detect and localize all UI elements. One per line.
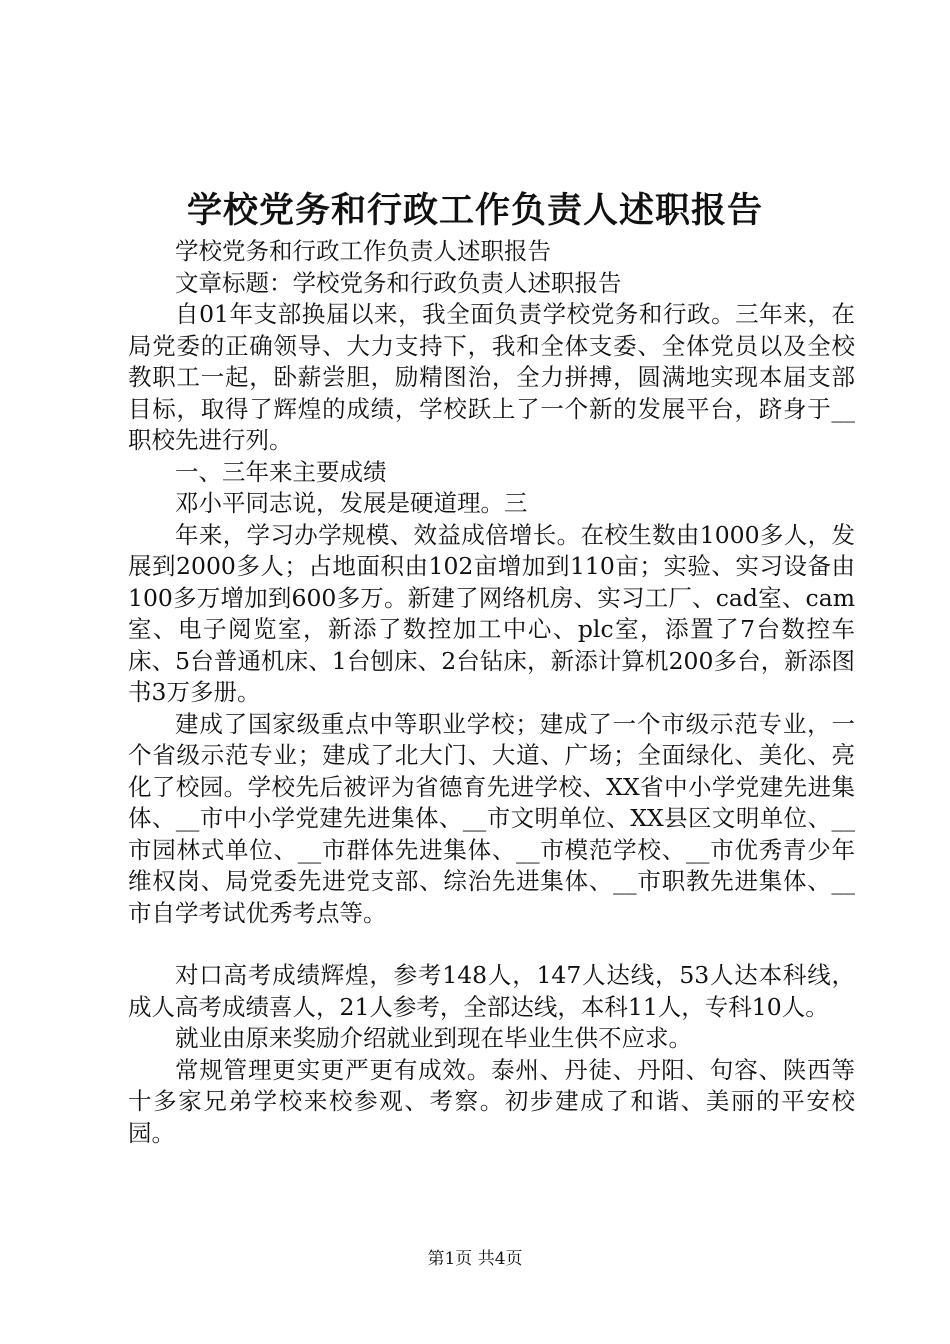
employment-paragraph: 就业由原来奖励介绍就业到现在毕业生供不应求。 (175, 1024, 692, 1052)
exam-results-paragraph: 对口高考成绩辉煌，参考148人，147人达线，53人达本科线，成人高考成绩喜人，21人参考，全部达线，本科11人，专科10人。 (128, 961, 855, 1021)
document-body (128, 236, 855, 1149)
document-title: 学校党务和行政工作负责人述职报告 (186, 190, 763, 231)
subtitle-paragraph: 学校党务和行政工作负责人述职报告 (175, 237, 551, 265)
article-title-paragraph: 文章标题：学校党务和行政负责人述职报告 (175, 268, 622, 297)
quote-paragraph: 邓小平同志说，发展是硬道理。三 (175, 489, 528, 517)
growth-paragraph: 年来，学习办学规模、效益成倍增长。在校生数由1000多人，发展到2000多人；占地面积由102亩增加到110亩；实验、实习设备由100多万增加到600多万。新建了网络机房、实习工厂、cad室、cam室、电子阅览室，新添了数控加工中心、plc室，添置了7台数控车床、5台普通机床、1台刨床、2台钻床，新添计算机200多台，新添图书3万多册。 (128, 520, 855, 706)
management-paragraph: 常规管理更实更严更有成效。泰州、丹徒、丹阳、句容、陕西等十多家兄弟学校来校参观、考察。初步建成了和谐、美丽的平安校园。 (128, 1055, 855, 1147)
page-footer: 第1页 共4页 (427, 1249, 523, 1269)
intro-paragraph: 自01年支部换届以来，我全面负责学校党务和行政。三年来，在局党委的正确领导、大力支持下，我和全体支委、全体党员以及全校教职工一起，卧薪尝胆，励精图治，全力拼搏，圆满地实现本届支部目标，取得了辉煌的成绩，学校跃上了一个新的发展平台，跻身于__职校先进行列。 (128, 300, 855, 454)
honors-paragraph: 建成了国家级重点中等职业学校；建成了一个市级示范专业，一个省级示范专业；建成了北大门、大道、广场；全面绿化、美化、亮化了校园。学校先后被评为省德育先进学校、XX省中小学党建先进集体、__市中小学党建先进集体、__市文明单位、XX县区文明单位、__市园林式单位、__市群体先进集体、__市模范学校、__市优秀青少年维权岗、局党委先进党支部、综治先进集体、__市职教先进集体、__市自学考试优秀考点等。 (128, 709, 855, 927)
section-heading: 一、三年来主要成绩 (175, 457, 387, 486)
